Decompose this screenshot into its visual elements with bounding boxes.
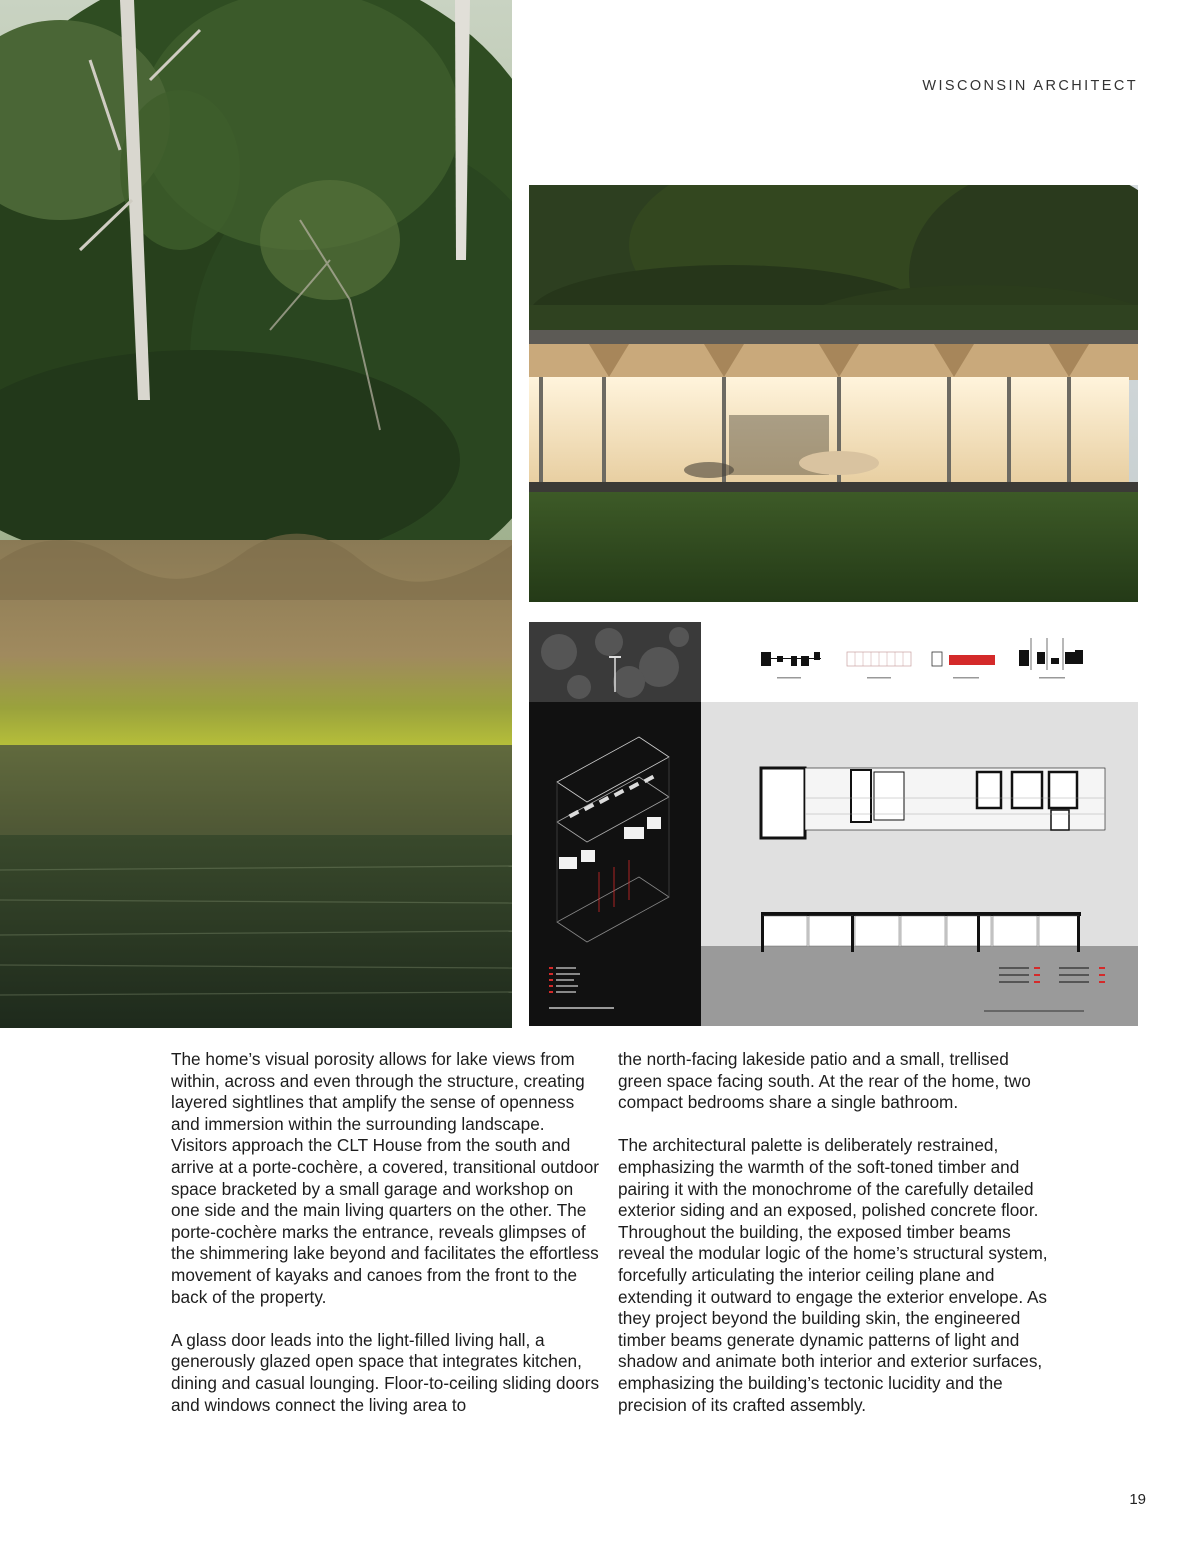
article-column-right — [618, 1049, 1048, 1438]
architectural-drawings — [529, 622, 1138, 1026]
house-exterior-photo — [529, 185, 1138, 602]
lakeshore-photo — [0, 0, 512, 1028]
article-paragraph: The home’s visual porosity allows for lake views from within, across and even through the structure, creating layered sightlines that amplify the sense of openness and immersion within the surrounding landscape. Visitors approach the CLT House from the south and arrive at a porte-cochère, a covered, transitional outdoor space bracketed by a small garage and workshop on one side and the main living quarters on the other. The porte-cochère marks the entrance, reveals glimpses of the shimmering lake beyond and facilitates the effortless movement of kayaks and canoes from the front to the back of the property. — [171, 1049, 600, 1307]
article-paragraph: The architectural palette is deliberately restrained, emphasizing the warmth of the soft-toned timber and pairing it with the monochrome of the carefully detailed exterior siding and an exposed, polished concrete floor. Throughout the building, the exposed timber beams reveal the modular logic of the home’s structural system, forcefully articulating the interior ceiling plane and extending it outward to engage the exterior envelope. As they project beyond the building skin, the engineered timber beams generate dynamic patterns of light and shadow and animate both interior and exterior surfaces, emphasizing the building’s tectonic lucidity and the precision of its crafted assembly. — [618, 1135, 1048, 1415]
page-number: 19 — [1129, 1491, 1146, 1508]
publication-header: WISCONSIN ARCHITECT — [922, 78, 1138, 94]
article-paragraph: A glass door leads into the light-filled living hall, a generously glazed open space that integrates kitchen, dining and casual lounging. Floor-to-ceiling sliding doors and windows connect the living area to — [171, 1329, 600, 1415]
article-column-left — [171, 1049, 601, 1438]
article-paragraph: the north-facing lakeside patio and a small, trellised green space facing south. At the rear of the home, two compact bedrooms share a single bathroom. — [618, 1049, 1031, 1113]
